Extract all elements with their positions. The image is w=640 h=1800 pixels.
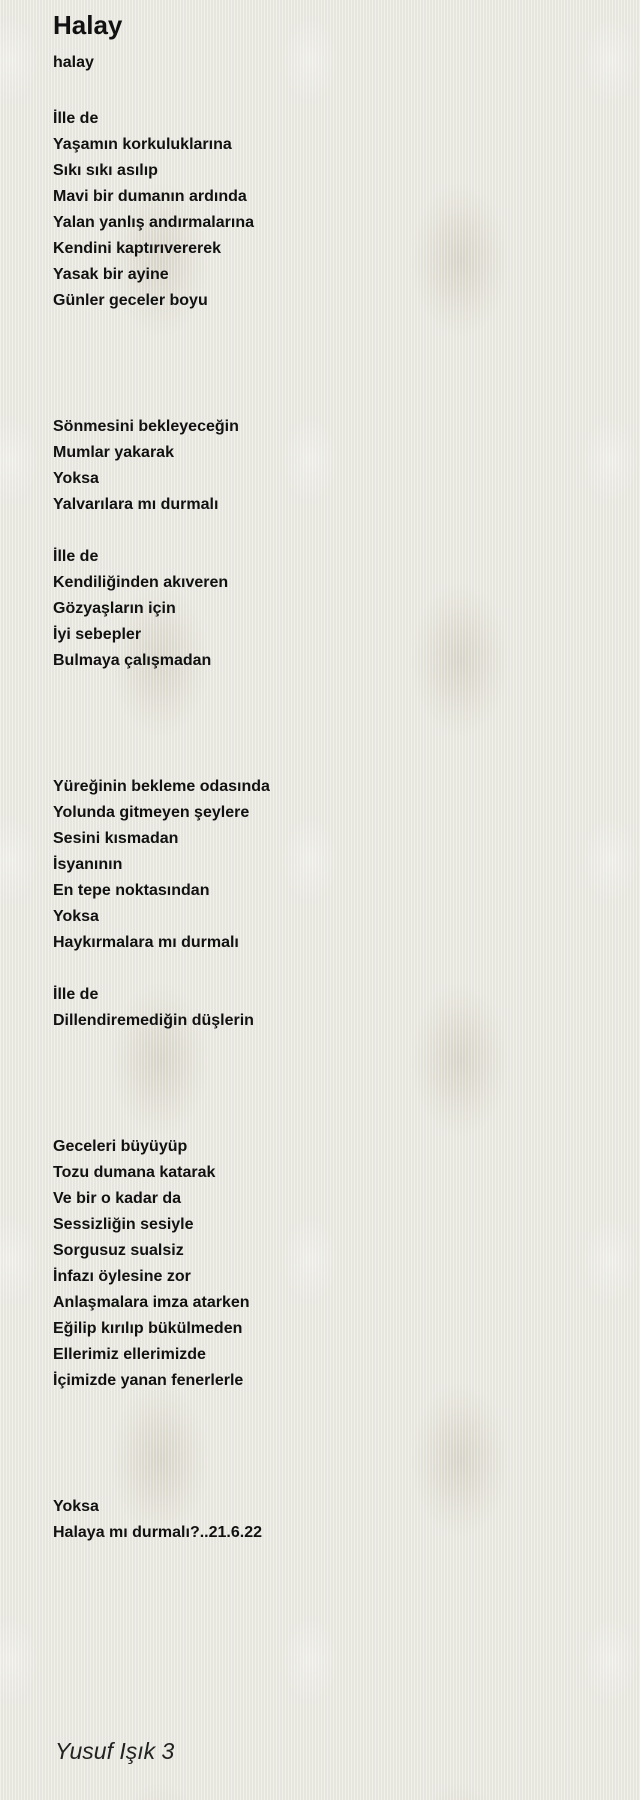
poem-line: İlle de [53, 548, 99, 565]
poem-line: Yüreğinin bekleme odasında [53, 778, 270, 795]
poem-line: Mumlar yakarak [53, 444, 174, 461]
poem-line: Yaşamın korkuluklarına [53, 136, 232, 153]
poem-line: Geceleri büyüyüp [53, 1138, 188, 1155]
poem-line: Sesini kısmadan [53, 830, 179, 847]
poem-line: İçimizde yanan fenerlerle [53, 1372, 244, 1389]
poem-line: Ellerimiz ellerimizde [53, 1346, 206, 1363]
poem-line: Sıkı sıkı asılıp [53, 162, 158, 179]
poem-line: Dillendiremediğin düşlerin [53, 1012, 254, 1029]
poem-line: Yoksa [53, 1498, 99, 1515]
stanza [53, 106, 593, 314]
stanza-gap [53, 314, 593, 414]
poem-line: Yalan yanlış andırmalarına [53, 214, 254, 231]
poem-line: Kendini kaptırıvererek [53, 240, 222, 257]
poem-line: Anlaşmalara imza atarken [53, 1294, 250, 1311]
poem-line: Ve bir o kadar da [53, 1190, 182, 1207]
poem-line: Günler geceler boyu [53, 292, 208, 309]
stanza [53, 544, 593, 674]
poem-line: En tepe noktasından [53, 882, 210, 899]
poem-line: Sessizliğin sesiyle [53, 1216, 194, 1233]
stanza-gap [53, 1034, 593, 1134]
poem-line: İlle de [53, 986, 99, 1003]
stanza-gap [53, 674, 593, 774]
poem-line: Tozu dumana katarak [53, 1164, 216, 1181]
poem-body [53, 106, 593, 1546]
poem-line: Haykırmalara mı durmalı [53, 934, 239, 951]
poem-line: Sönmesini bekleyeceğin [53, 418, 239, 435]
poem-line: Halaya mı durmalı?..21.6.22 [53, 1524, 262, 1541]
poem-title: Halay [53, 10, 123, 40]
poem-line: Gözyaşların için [53, 600, 176, 617]
author-signature: Yusuf Işık 3 [55, 1738, 175, 1764]
poem-line: Sorgusuz sualsiz [53, 1242, 184, 1259]
stanza-gap [53, 1394, 593, 1494]
poem-line: Yalvarılara mı durmalı [53, 496, 219, 513]
poem-line: Mavi bir dumanın ardında [53, 188, 247, 205]
poem-line: Bulmaya çalışmadan [53, 652, 212, 669]
stanza [53, 414, 593, 518]
poem-line: İlle de [53, 110, 99, 127]
poem-line: Kendiliğinden akıveren [53, 574, 229, 591]
stanza [53, 774, 593, 956]
poem-line: Eğilip kırılıp bükülmeden [53, 1320, 243, 1337]
poem-line: Yolunda gitmeyen şeylere [53, 804, 250, 821]
stanza-spacer [53, 518, 593, 544]
poem-line: İsyanının [53, 856, 123, 873]
poem-line: İnfazı öylesine zor [53, 1268, 191, 1285]
poem-line: Yoksa [53, 470, 99, 487]
stanza-spacer [53, 956, 593, 982]
stanza [53, 1134, 593, 1394]
stanza [53, 1494, 593, 1546]
poem-line: Yasak bir ayine [53, 266, 169, 283]
poem-line: İyi sebepler [53, 626, 142, 643]
poem-line: Yoksa [53, 908, 99, 925]
stanza [53, 982, 593, 1034]
poem-subtitle: halay [53, 54, 94, 71]
